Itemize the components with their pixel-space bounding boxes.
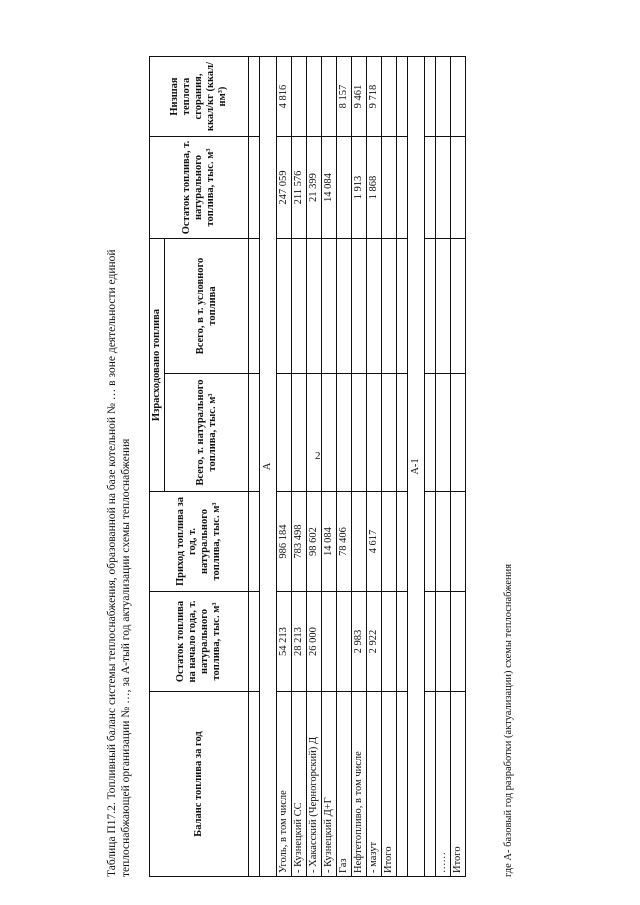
table-row <box>307 57 322 877</box>
marker-a1: А-1 <box>408 57 425 877</box>
table-row <box>397 57 408 877</box>
cell-rashod-nat <box>322 374 337 492</box>
cell-prihod: 14 084 <box>322 492 337 592</box>
header-ostatok-end: Остаток топлива, т. натурального топлива, тыс. м³ <box>150 137 249 239</box>
row-label: - Хакасский (Черногорский) Д <box>307 692 322 877</box>
rotated-page-content <box>105 57 517 877</box>
page-number: 2 <box>315 450 321 462</box>
footnote: где А- базовый год разработки (актуализации) схемы теплоснабжения <box>503 563 514 877</box>
table-row <box>451 57 466 877</box>
cell-prihod <box>352 492 367 592</box>
table-row <box>322 57 337 877</box>
table-row <box>249 57 260 877</box>
table-row <box>367 57 382 877</box>
row-label: Уголь, в том числе <box>277 692 292 877</box>
marker-a: А <box>260 57 277 877</box>
table-row <box>292 57 307 877</box>
header-rashod-usl: Всего, в т. условного топлива <box>165 239 249 374</box>
cell-rashod-nat <box>382 374 397 492</box>
cell-ostatok-start: 2 922 <box>367 592 382 692</box>
row-label: Газ <box>337 692 352 877</box>
cell-prihod: 78 406 <box>337 492 352 592</box>
fuel-balance-table <box>149 56 466 877</box>
cell-rashod-usl <box>292 239 307 374</box>
cell-teplota <box>382 57 397 137</box>
header-rashod-nat: Всего, т. натурального топлива, тыс. м³ <box>165 374 249 492</box>
cell-teplota <box>322 57 337 137</box>
cell-rashod-usl <box>337 239 352 374</box>
row-label: Нефтетопливо, в том числе <box>352 692 367 877</box>
cell-rashod-nat <box>292 374 307 492</box>
caption-line-1: Таблица П17.2. Топливный баланс системы теплоснабжения, образованной на базе котельной № … в зоне деятельности единой <box>106 249 118 877</box>
table-row <box>277 57 292 877</box>
header-teplota: Низшая теплота сгорания, ккал/кг (ккал/нм³) <box>150 57 249 137</box>
cell-rashod-usl <box>352 239 367 374</box>
cell-ostatok-end: 247 059 <box>277 137 292 239</box>
cell-rashod-nat <box>307 374 322 492</box>
table-caption <box>105 57 133 877</box>
cell-rashod-nat <box>277 374 292 492</box>
table-row <box>352 57 367 877</box>
row-label: - Кузнецкий Д+Г <box>322 692 337 877</box>
cell-ostatok-start: 26 000 <box>307 592 322 692</box>
cell-prihod <box>382 492 397 592</box>
cell-teplota <box>292 57 307 137</box>
cell-ostatok-end <box>382 137 397 239</box>
cell-teplota <box>307 57 322 137</box>
cell-teplota: 9 461 <box>352 57 367 137</box>
row-label: …… <box>436 692 451 877</box>
cell-prihod: 783 498 <box>292 492 307 592</box>
cell-ostatok-end: 1 868 <box>367 137 382 239</box>
table-row <box>436 57 451 877</box>
cell-prihod: 986 184 <box>277 492 292 592</box>
cell-ostatok-end: 211 576 <box>292 137 307 239</box>
cell-rashod-usl <box>382 239 397 374</box>
row-label: - Кузнецкий СС <box>292 692 307 877</box>
cell-rashod-usl <box>307 239 322 374</box>
cell-rashod-usl <box>277 239 292 374</box>
row-label: - мазут <box>367 692 382 877</box>
cell-teplota: 4 816 <box>277 57 292 137</box>
row-label: Итого <box>382 692 397 877</box>
header-ostatok-start: Остаток топлива на начало года, т. натурального топлива, тыс. м³ <box>150 592 249 692</box>
cell-ostatok-start: 2 983 <box>352 592 367 692</box>
table-row-marker-a1 <box>408 57 425 877</box>
caption-line-2: теплоснабжающей организации № …, за А-тый год актуализации схемы теплоснабжения <box>120 438 132 877</box>
cell-rashod-usl <box>322 239 337 374</box>
cell-teplota: 8 157 <box>337 57 352 137</box>
cell-ostatok-end <box>337 137 352 239</box>
header-rashod-group: Израсходовано топлива <box>150 239 165 492</box>
cell-ostatok-start: 54 213 <box>277 592 292 692</box>
cell-ostatok-start: 28 213 <box>292 592 307 692</box>
table-row <box>337 57 352 877</box>
cell-ostatok-end: 21 399 <box>307 137 322 239</box>
cell-ostatok-end: 1 913 <box>352 137 367 239</box>
cell-ostatok-start <box>382 592 397 692</box>
cell-ostatok-start <box>322 592 337 692</box>
cell-ostatok-start <box>337 592 352 692</box>
cell-rashod-nat <box>367 374 382 492</box>
cell-prihod: 4 617 <box>367 492 382 592</box>
cell-rashod-usl <box>367 239 382 374</box>
cell-rashod-nat <box>337 374 352 492</box>
header-prihod: Приход топлива за год, т. натурального топлива, тыс. м³ <box>150 492 249 592</box>
header-balance: Баланс топлива за год <box>150 692 249 877</box>
cell-teplota: 9 718 <box>367 57 382 137</box>
cell-prihod: 98 602 <box>307 492 322 592</box>
table-row-marker-a <box>260 57 277 877</box>
table-row <box>425 57 436 877</box>
table-row <box>382 57 397 877</box>
cell-ostatok-end: 14 084 <box>322 137 337 239</box>
row-label: Итого <box>451 692 466 877</box>
cell-rashod-nat <box>352 374 367 492</box>
